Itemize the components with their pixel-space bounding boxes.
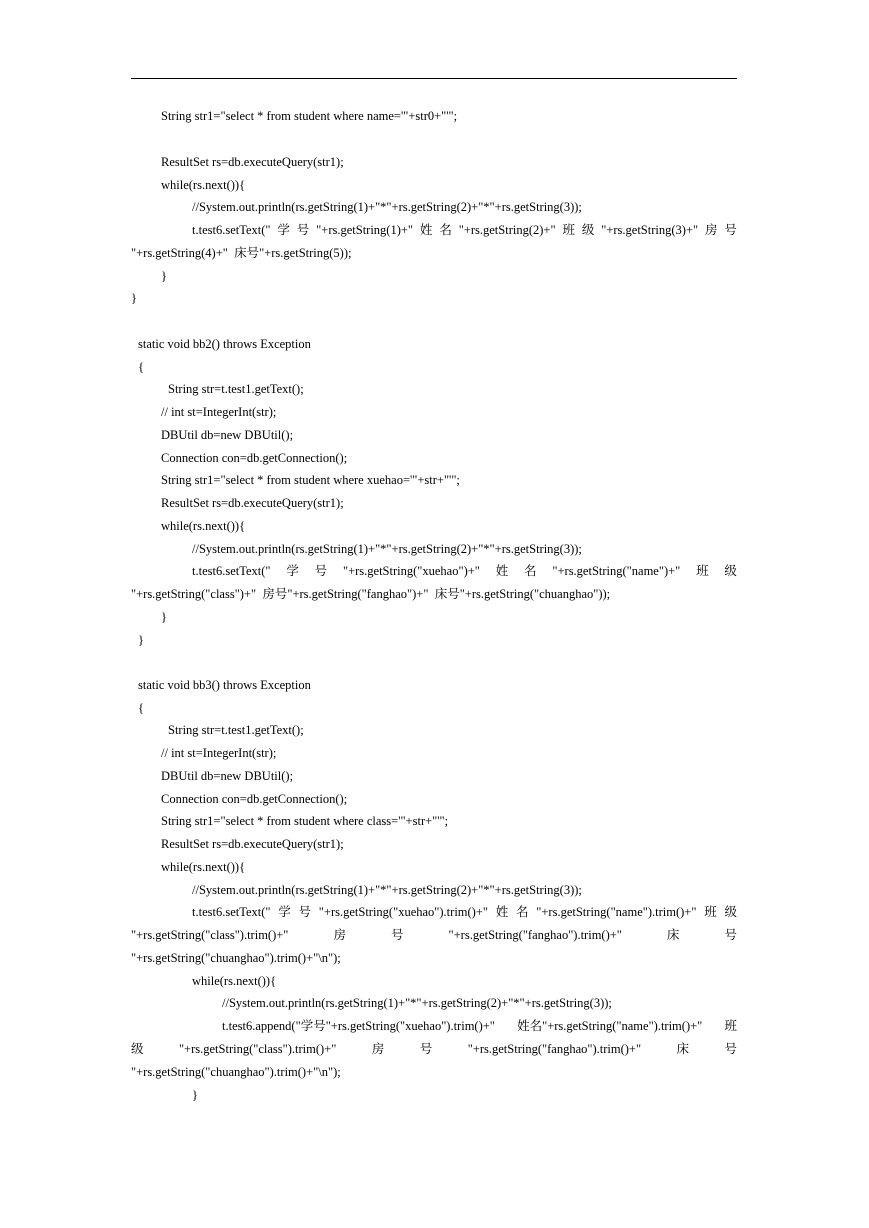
code-line-l04: //System.out.println(rs.getString(1)+"*"+rs.getString(2)+"*"+rs.getString(3)); <box>192 200 582 214</box>
code-line-l36: while(rs.next()){ <box>192 974 277 988</box>
code-line-l28: Connection con=db.getConnection(); <box>161 792 348 806</box>
code-token: "+rs.getString("class").trim()+" <box>131 928 289 942</box>
code-token: 名 <box>524 564 537 578</box>
code-line-l12: // int st=IntegerInt(str); <box>161 405 277 419</box>
code-token: t.test6.setText(" <box>192 564 271 578</box>
code-token: 级 <box>581 223 595 237</box>
code-token: "+rs.getString("name").trim()+" <box>536 905 697 919</box>
code-line-l02: ResultSet rs=db.executeQuery(str1); <box>161 155 344 169</box>
code-token: t.test6.setText(" <box>192 223 271 237</box>
code-line-l33 <box>192 904 737 920</box>
code-token: t.test6.append("学号"+rs.getString("xuehao").trim()+" <box>222 1019 495 1033</box>
code-token: 班 <box>696 564 709 578</box>
code-token: 级 <box>131 1042 144 1056</box>
code-line-l34 <box>131 927 737 943</box>
code-token: 号 <box>390 928 404 942</box>
code-line-l26: // int st=IntegerInt(str); <box>161 746 277 760</box>
code-token: "+rs.getString("class").trim()+" <box>178 1042 337 1056</box>
code-token: 号 <box>314 564 328 578</box>
header-rule <box>131 78 737 79</box>
code-token: 名 <box>439 223 452 237</box>
code-line-l25: String str=t.test1.getText(); <box>168 723 304 737</box>
code-line-l30: ResultSet rs=db.executeQuery(str1); <box>161 837 344 851</box>
code-token: 学 <box>286 564 299 578</box>
code-line-l29: String str1="select * from student where class='"+str+"'"; <box>161 814 449 828</box>
code-token: 号 <box>296 223 310 237</box>
code-token: 号 <box>724 1042 737 1056</box>
code-line-l21: } <box>161 610 167 624</box>
code-token: "+rs.getString(3)+" <box>601 223 699 237</box>
code-token: 号 <box>419 1042 433 1056</box>
code-line-l06: "+rs.getString(4)+" 床号"+rs.getString(5)); <box>131 246 352 260</box>
code-line-l15: String str1="select * from student where xuehao='"+str+"'"; <box>161 473 460 487</box>
code-token: 房 <box>371 1042 385 1056</box>
code-line-l23: static void bb3() throws Exception <box>138 678 311 692</box>
code-line-l39 <box>131 1041 737 1057</box>
code-token: "+rs.getString("fanghao").trim()+" <box>448 928 622 942</box>
code-token: 姓名"+rs.getString("name").trim()+" <box>517 1019 703 1033</box>
code-line-l18: //System.out.println(rs.getString(1)+"*"+rs.getString(2)+"*"+rs.getString(3)); <box>192 542 582 556</box>
code-token: 名 <box>516 905 529 919</box>
code-token: 姓 <box>495 564 509 578</box>
code-token: 班 <box>562 223 575 237</box>
code-token: 床 <box>676 1042 690 1056</box>
code-token: 班 <box>724 1019 737 1033</box>
code-line-l09: static void bb2() throws Exception <box>138 337 311 351</box>
code-line-l07: } <box>161 269 167 283</box>
code-token: "+rs.getString("fanghao").trim()+" <box>467 1042 642 1056</box>
code-token: 学 <box>277 223 290 237</box>
code-token: 号 <box>724 928 737 942</box>
code-line-l14: Connection con=db.getConnection(); <box>161 451 348 465</box>
code-line-l35: "+rs.getString("chuanghao").trim()+"\n"); <box>131 951 341 965</box>
code-line-l22: } <box>138 633 144 647</box>
code-line-l08: } <box>131 291 137 305</box>
code-line-l16: ResultSet rs=db.executeQuery(str1); <box>161 496 344 510</box>
code-token: 班 <box>704 905 717 919</box>
code-token: 号 <box>298 905 312 919</box>
code-line-l10: { <box>138 360 144 374</box>
code-line-l27: DBUtil db=new DBUtil(); <box>161 769 294 783</box>
code-token: "+rs.getString("xuehao").trim()+" <box>318 905 488 919</box>
code-token: "+rs.getString(1)+" <box>316 223 414 237</box>
code-token: 级 <box>724 564 737 578</box>
code-token: 房 <box>704 223 718 237</box>
code-token: 房 <box>333 928 346 942</box>
code-line-l37: //System.out.println(rs.getString(1)+"*"+rs.getString(2)+"*"+rs.getString(3)); <box>222 996 612 1010</box>
code-line-l01: String str1="select * from student where name='"+str0+"'"; <box>161 109 458 123</box>
code-token: 姓 <box>495 905 509 919</box>
code-line-l38 <box>222 1018 737 1034</box>
code-token: 姓 <box>419 223 433 237</box>
code-token: 号 <box>724 223 737 237</box>
code-line-l41: } <box>192 1088 198 1102</box>
code-token: 学 <box>278 905 291 919</box>
code-line-l19 <box>192 563 737 579</box>
code-token: t.test6.setText(" <box>192 905 271 919</box>
code-line-l40: "+rs.getString("chuanghao").trim()+"\n"); <box>131 1065 341 1079</box>
code-line-l03: while(rs.next()){ <box>161 178 246 192</box>
code-line-l31: while(rs.next()){ <box>161 860 246 874</box>
code-token: 床 <box>666 928 680 942</box>
code-token: 级 <box>724 905 737 919</box>
code-line-l17: while(rs.next()){ <box>161 519 246 533</box>
code-token: "+rs.getString(2)+" <box>458 223 556 237</box>
code-token: "+rs.getString("xuehao")+" <box>342 564 480 578</box>
code-line-l05 <box>192 222 737 238</box>
code-line-l24: { <box>138 701 144 715</box>
code-token: "+rs.getString("name")+" <box>552 564 681 578</box>
code-line-l11: String str=t.test1.getText(); <box>168 382 304 396</box>
code-line-l20: "+rs.getString("class")+" 房号"+rs.getString("fanghao")+" 床号"+rs.getString("chuanghao")); <box>131 587 611 601</box>
code-line-l32: //System.out.println(rs.getString(1)+"*"+rs.getString(2)+"*"+rs.getString(3)); <box>192 883 582 897</box>
code-line-l13: DBUtil db=new DBUtil(); <box>161 428 294 442</box>
